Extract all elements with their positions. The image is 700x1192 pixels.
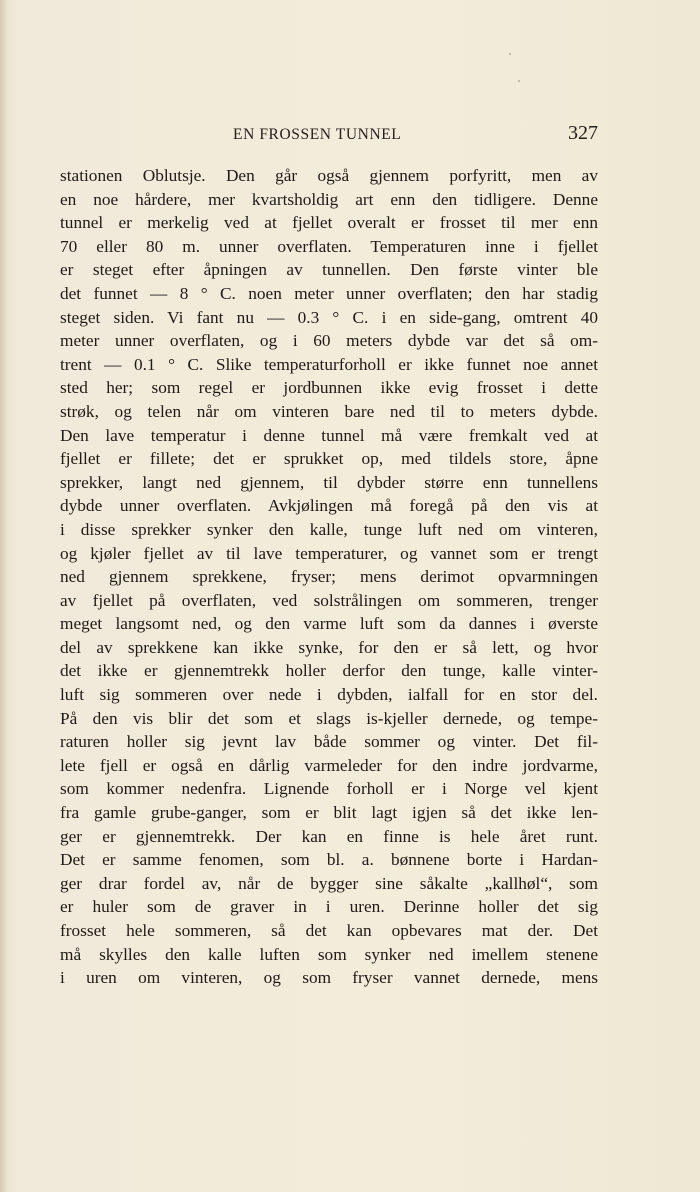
text-line: ger er gjennemtrekk. Der kan en finne is hele året runt.: [60, 826, 598, 846]
body-text: [60, 164, 598, 990]
text-line: raturen holler sig jevnt lav både sommer og vinter. Det fil-: [60, 732, 598, 752]
text-line: lete fjell er også en dårlig varmeleder for den indre jordvarme,: [60, 755, 598, 775]
text-line: er steget efter åpningen av tunnellen. Den første vinter ble: [60, 260, 598, 280]
text-line: Den lave temperatur i denne tunnel må være fremkalt ved at: [60, 425, 598, 445]
text-line: en noe hårdere, mer kvartsholdig art enn den tidligere. Denne: [60, 189, 598, 209]
running-title: EN FROSSEN TUNNEL: [233, 126, 402, 143]
text-line: dybde unner overflaten. Avkjølingen må foregå på den vis at: [60, 496, 598, 516]
text-line: meget langsomt ned, og den varme luft som da dannes i øverste: [60, 614, 598, 634]
page-header: [60, 124, 598, 152]
text-line: tunnel er merkelig ved at fjellet overalt er frosset til mer enn: [60, 213, 598, 233]
text-line: steget siden. Vi fant nu — 0.3 ° C. i en side-gang, omtrent 40: [60, 307, 598, 327]
text-line: og kjøler fjellet av til lave temperaturer, og vannet som er trengt: [60, 543, 598, 563]
text-line: meter unner overflaten, og i 60 meters dybde var det så om-: [60, 331, 598, 351]
text-line: del av sprekkene kan ikke synke, for den er så lett, og hvor: [60, 637, 598, 657]
text-line: 70 eller 80 m. unner overflaten. Temperaturen inne i fjellet: [60, 236, 598, 256]
text-line: sted her; som regel er jordbunnen ikke evig frosset i dette: [60, 378, 598, 398]
paper-speck: [509, 53, 511, 55]
text-line: det funnet — 8 ° C. noen meter unner overflaten; den har stadig: [60, 283, 598, 303]
text-line: fra gamle grube-ganger, som er blit lagt igjen så det ikke len-: [60, 803, 598, 823]
text-line: luft sig sommeren over nede i dybden, ialfall for en stor del.: [60, 685, 598, 705]
text-line: må skylles den kalle luften som synker ned imellem stenene: [60, 944, 598, 964]
text-line: fjellet er fillete; det er sprukket op, med tildels store, åpne: [60, 449, 598, 469]
text-line: ger drar fordel av, når de bygger sine såkalte „kallhøl“, som: [60, 873, 598, 893]
page-gutter-shadow: [0, 0, 8, 1192]
text-line: som kommer nedenfra. Lignende forholl er i Norge vel kjent: [60, 779, 598, 799]
text-line: i uren om vinteren, og som fryser vannet dernede, mens: [60, 968, 598, 988]
text-line: det ikke er gjennemtrekk holler derfor den tunge, kalle vinter-: [60, 661, 598, 681]
text-line: stationen Oblutsje. Den går også gjennem porfyritt, men av: [60, 166, 598, 185]
text-line: strøk, og telen når om vinteren bare ned til to meters dybde.: [60, 401, 598, 421]
text-line: frosset hele sommeren, så det kan opbevares mat der. Det: [60, 921, 598, 940]
text-line: sprekker, langt ned gjennem, til dybder større enn tunnellens: [60, 472, 598, 492]
text-line: i disse sprekker synker den kalle, tunge luft ned om vinteren,: [60, 519, 598, 539]
text-line: trent — 0.1 ° C. Slike temperaturforholl er ikke funnet noe annet: [60, 354, 598, 374]
paper-speck: [518, 80, 520, 82]
text-line: På den vis blir det som et slags is-kjeller dernede, og tempe-: [60, 708, 598, 728]
text-line: Det er samme fenomen, som bl. a. bønnene borte i Hardan-: [60, 850, 598, 870]
text-line: av fjellet på overflaten, ved solstrålingen om sommeren, trenger: [60, 590, 598, 610]
text-line: ned gjennem sprekkene, fryser; mens derimot opvarmningen: [60, 567, 598, 587]
page-number: 327: [568, 122, 598, 144]
text-line: er huler som de graver in i uren. Derinne holler det sig: [60, 897, 598, 917]
